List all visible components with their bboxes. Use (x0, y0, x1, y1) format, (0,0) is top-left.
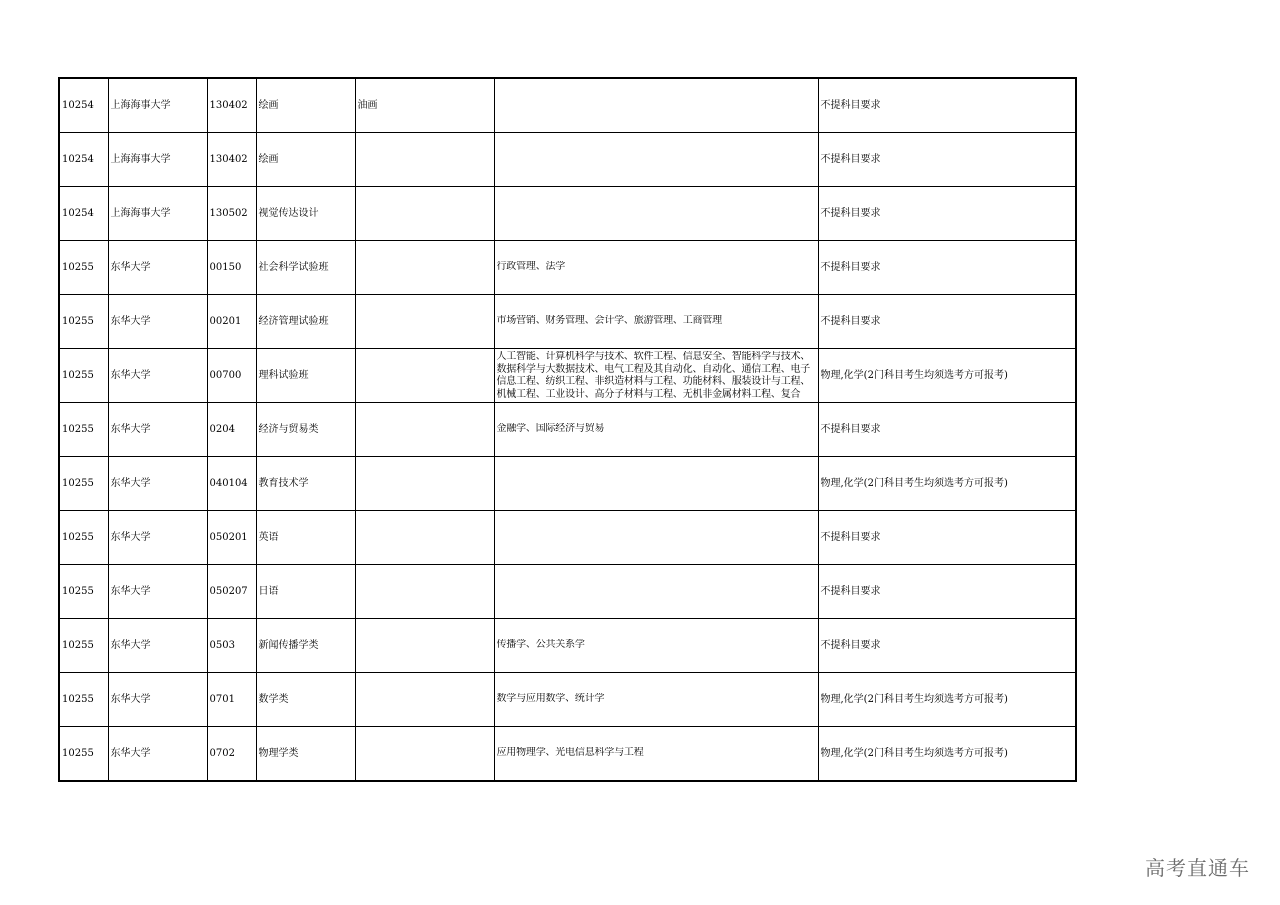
included-majors-cell (494, 457, 818, 511)
included-majors-cell (494, 241, 818, 295)
school-code-cell: 10254 (59, 187, 108, 241)
included-majors-cell (494, 511, 818, 565)
included-majors-text: 市场营销、财务管理、会计学、旅游管理、工商管理 (496, 315, 722, 327)
major-direction-cell (355, 457, 494, 511)
subject-requirement-cell: 不提科目要求 (818, 78, 1076, 133)
subject-requirement-cell: 物理,化学(2门科目考生均须选考方可报考) (818, 349, 1076, 403)
major-direction-cell: 油画 (355, 78, 494, 133)
table-row (59, 619, 1076, 673)
included-majors-cell (494, 133, 818, 187)
major-name-cell: 数学类 (256, 673, 355, 727)
major-code-cell: 130402 (207, 133, 256, 187)
table-row (59, 457, 1076, 511)
major-code-cell: 00700 (207, 349, 256, 403)
school-code-cell: 10255 (59, 565, 108, 619)
table-row (59, 187, 1076, 241)
major-direction-cell (355, 673, 494, 727)
subject-requirement-cell: 不提科目要求 (818, 241, 1076, 295)
included-majors-cell (494, 673, 818, 727)
major-name-cell: 经济管理试验班 (256, 295, 355, 349)
major-name-cell: 社会科学试验班 (256, 241, 355, 295)
major-name-cell: 绘画 (256, 133, 355, 187)
major-code-cell: 00150 (207, 241, 256, 295)
major-direction-cell (355, 295, 494, 349)
major-code-cell: 040104 (207, 457, 256, 511)
included-majors-text: 传播学、公共关系学 (496, 639, 585, 651)
school-name-cell: 东华大学 (108, 673, 207, 727)
school-code-cell: 10255 (59, 727, 108, 782)
school-code-cell: 10255 (59, 403, 108, 457)
subject-requirement-cell: 不提科目要求 (818, 565, 1076, 619)
table-row (59, 349, 1076, 403)
major-code-cell: 0702 (207, 727, 256, 782)
major-direction-cell (355, 511, 494, 565)
major-code-cell: 0204 (207, 403, 256, 457)
table-row (59, 727, 1076, 782)
major-name-cell: 视觉传达设计 (256, 187, 355, 241)
major-direction-cell (355, 187, 494, 241)
major-direction-cell (355, 727, 494, 782)
included-majors-cell (494, 727, 818, 782)
included-majors-cell (494, 403, 818, 457)
major-name-cell: 英语 (256, 511, 355, 565)
school-name-cell: 东华大学 (108, 727, 207, 782)
school-code-cell: 10255 (59, 673, 108, 727)
subject-requirement-cell: 不提科目要求 (818, 511, 1076, 565)
school-name-cell: 东华大学 (108, 241, 207, 295)
major-name-cell: 经济与贸易类 (256, 403, 355, 457)
table-row (59, 133, 1076, 187)
subject-requirement-cell: 不提科目要求 (818, 133, 1076, 187)
school-name-cell: 上海海事大学 (108, 78, 207, 133)
table-body (59, 78, 1076, 781)
table-row (59, 673, 1076, 727)
school-name-cell: 东华大学 (108, 511, 207, 565)
school-name-cell: 上海海事大学 (108, 133, 207, 187)
school-code-cell: 10255 (59, 457, 108, 511)
subject-requirement-cell: 物理,化学(2门科目考生均须选考方可报考) (818, 673, 1076, 727)
major-direction-cell (355, 349, 494, 403)
major-code-cell: 130502 (207, 187, 256, 241)
included-majors-text: 应用物理学、光电信息科学与工程 (496, 747, 644, 759)
table-row (59, 295, 1076, 349)
major-direction-cell (355, 403, 494, 457)
school-name-cell: 东华大学 (108, 403, 207, 457)
subject-requirement-cell: 不提科目要求 (818, 619, 1076, 673)
major-name-cell: 日语 (256, 565, 355, 619)
school-code-cell: 10254 (59, 78, 108, 133)
school-code-cell: 10255 (59, 349, 108, 403)
major-name-cell: 物理学类 (256, 727, 355, 782)
subject-requirement-cell: 物理,化学(2门科目考生均须选考方可报考) (818, 727, 1076, 782)
table-row (59, 565, 1076, 619)
table-row (59, 511, 1076, 565)
table-row (59, 78, 1076, 133)
major-direction-cell (355, 619, 494, 673)
subject-requirement-cell: 不提科目要求 (818, 295, 1076, 349)
included-majors-cell (494, 78, 818, 133)
included-majors-cell (494, 295, 818, 349)
school-name-cell: 东华大学 (108, 349, 207, 403)
school-name-cell: 东华大学 (108, 565, 207, 619)
table-row (59, 403, 1076, 457)
included-majors-cell (494, 619, 818, 673)
watermark: 高考直通车 (1145, 856, 1250, 880)
major-name-cell: 教育技术学 (256, 457, 355, 511)
included-majors-cell (494, 349, 818, 403)
major-code-cell: 00201 (207, 295, 256, 349)
included-majors-text: 人工智能、计算机科学与技术、软件工程、信息安全、智能科学与技术、数据科学与大数据技术、电气工程及其自动化、自动化、通信工程、电子信息工程、纺织工程、非织造材料与工程、功能材料、服装设计与工程、机械工程、工业设计、高分子材料与工程、无机非金属材料工程、复合 (496, 351, 811, 400)
major-code-cell: 0503 (207, 619, 256, 673)
major-direction-cell (355, 565, 494, 619)
table-row (59, 241, 1076, 295)
major-code-cell: 0701 (207, 673, 256, 727)
school-name-cell: 东华大学 (108, 295, 207, 349)
school-code-cell: 10255 (59, 241, 108, 295)
included-majors-text: 行政管理、法学 (496, 261, 566, 273)
included-majors-cell (494, 187, 818, 241)
major-name-cell: 绘画 (256, 78, 355, 133)
subject-requirement-cell: 物理,化学(2门科目考生均须选考方可报考) (818, 457, 1076, 511)
subject-requirement-cell: 不提科目要求 (818, 187, 1076, 241)
included-majors-cell (494, 565, 818, 619)
school-name-cell: 东华大学 (108, 619, 207, 673)
major-name-cell: 理科试验班 (256, 349, 355, 403)
included-majors-text: 数学与应用数学、统计学 (496, 693, 605, 705)
major-name-cell: 新闻传播学类 (256, 619, 355, 673)
major-code-cell: 050201 (207, 511, 256, 565)
included-majors-text: 金融学、国际经济与贸易 (496, 423, 605, 435)
school-name-cell: 东华大学 (108, 457, 207, 511)
major-direction-cell (355, 241, 494, 295)
school-code-cell: 10254 (59, 133, 108, 187)
major-code-cell: 050207 (207, 565, 256, 619)
subject-requirement-cell: 不提科目要求 (818, 403, 1076, 457)
school-code-cell: 10255 (59, 295, 108, 349)
school-code-cell: 10255 (59, 511, 108, 565)
admission-requirements-table (58, 77, 1077, 782)
major-code-cell: 130402 (207, 78, 256, 133)
school-name-cell: 上海海事大学 (108, 187, 207, 241)
major-direction-cell (355, 133, 494, 187)
school-code-cell: 10255 (59, 619, 108, 673)
